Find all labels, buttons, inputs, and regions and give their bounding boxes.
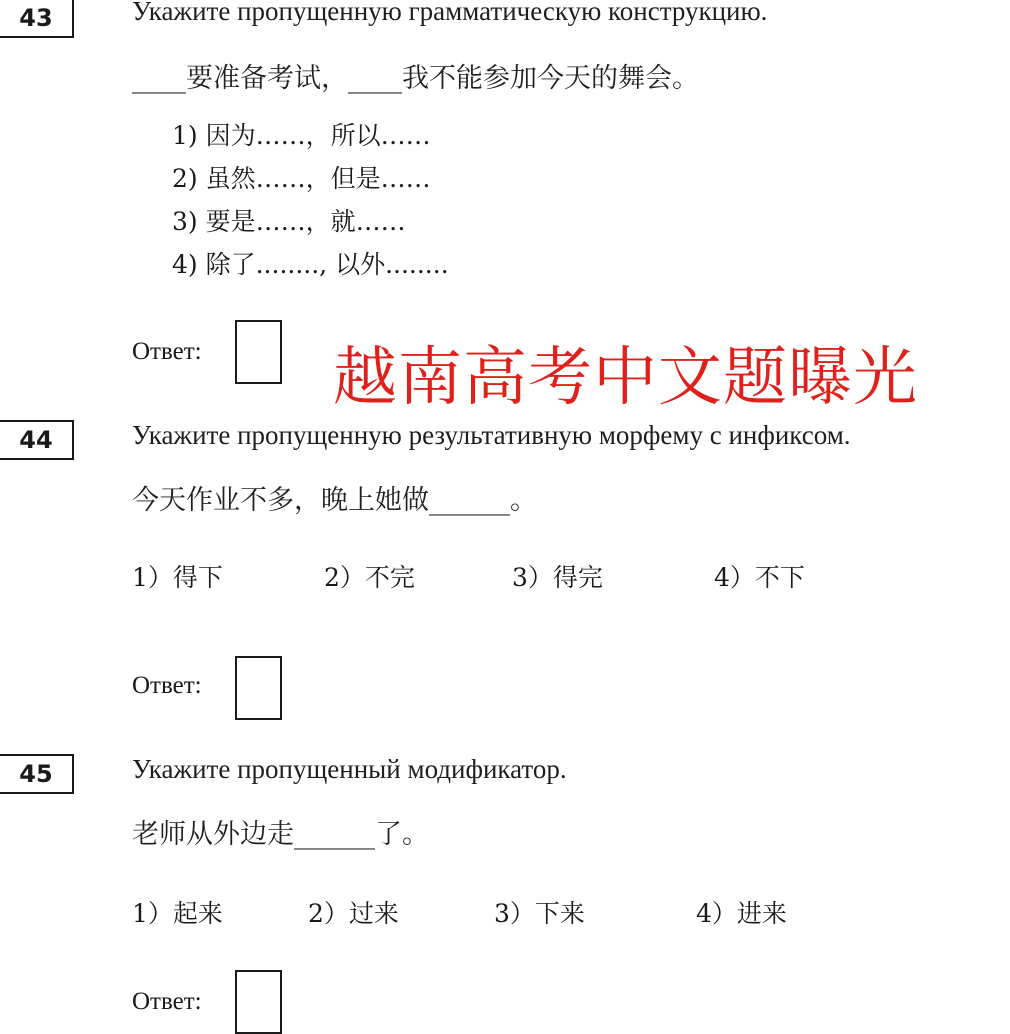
answer-label: Ответ:	[132, 988, 202, 1015]
option-1: 1）起来	[132, 899, 223, 928]
answer-box[interactable]	[235, 970, 282, 1034]
option-4: 4）进来	[696, 899, 787, 928]
watermark-caption: 越南高考中文题曝光	[333, 341, 918, 415]
option-4: 4) 除了........, 以外........	[172, 250, 449, 279]
option-2: 2) 虽然……，但是……	[172, 164, 431, 193]
option-3: 3）得完	[512, 563, 603, 592]
option-2: 2）过来	[308, 899, 399, 928]
answer-label: Ответ:	[132, 672, 202, 699]
option-2: 2）不完	[324, 563, 415, 592]
answer-box[interactable]	[235, 656, 282, 720]
option-4: 4）不下	[714, 563, 805, 592]
option-1: 1）得下	[132, 563, 223, 592]
option-3: 3) 要是……，就……	[172, 207, 406, 236]
question-prompt: Укажите пропущенный модификатор.	[132, 754, 567, 784]
question-number: 45	[0, 754, 74, 794]
answer-box[interactable]	[235, 320, 282, 384]
question-number: 43	[0, 0, 74, 38]
question-number: 44	[0, 420, 74, 460]
question-sentence: ____要准备考试，____我不能参加今天的舞会。	[132, 63, 699, 94]
answer-label: Ответ:	[132, 338, 202, 365]
question-prompt: Укажите пропущенную грамматическую конструкцию.	[132, 0, 768, 26]
options-list	[172, 114, 449, 286]
question-sentence: 今天作业不多，晚上她做______。	[132, 485, 537, 516]
question-sentence: 老师从外边走______了。	[132, 819, 429, 850]
option-1: 1) 因为……，所以……	[172, 121, 431, 150]
option-3: 3）下来	[494, 899, 585, 928]
question-prompt: Укажите пропущенную результативную морфему с инфиксом.	[132, 420, 851, 450]
